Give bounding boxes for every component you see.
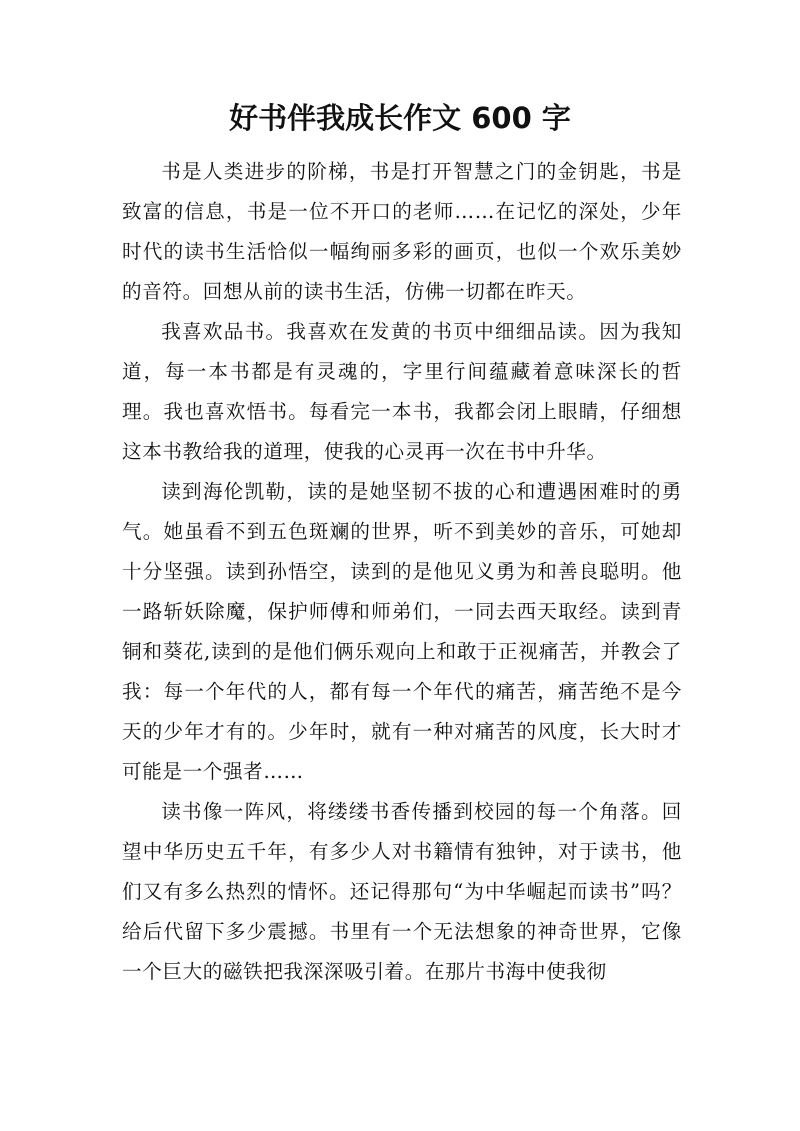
document-body (122, 152, 682, 992)
paragraph-3: 读到海伦凯勒，读的是她坚韧不拔的心和遭遇困难时的勇气。她虽看不到五色斑斓的世界，听不到美妙的音乐，可她却十分坚强。读到孙悟空，读到的是他见义勇为和善良聪明。他一路斩妖除魔，保护师傅和师弟们，一同去西天取经。读到青铜和葵花,读到的是他们俩乐观向上和敢于正视痛苦，并教会了我：每一个年代的人，都有每一个年代的痛苦，痛苦绝不是今天的少年才有的。少年时，就有一种对痛苦的风度，长大时才可能是一个强者…… (122, 480, 682, 783)
document-title: 好书伴我成长作文 600 字 (229, 101, 571, 135)
paragraph-2: 我喜欢品书。我喜欢在发黄的书页中细细品读。因为我知道，每一本书都是有灵魂的，字里行间蕴藏着意味深长的哲理。我也喜欢悟书。每看完一本书，我都会闭上眼睛，仔细想这本书教给我的道理，使我的心灵再一次在书中升华。 (122, 320, 682, 463)
paragraph-1: 书是人类进步的阶梯，书是打开智慧之门的金钥匙，书是致富的信息，书是一位不开口的老师……在记忆的深处，少年时代的读书生活恰似一幅绚丽多彩的画页，也似一个欢乐美妙的音符。回想从前的读书生活，仿佛一切都在昨天。 (122, 160, 682, 303)
paragraph-4: 读书像一阵风，将缕缕书香传播到校园的每一个角落。回望中华历史五千年，有多少人对书籍情有独钟，对于读书，他们又有多么热烈的情怀。还记得那句“为中华崛起而读书”吗？给后代留下多少震撼。书里有一个无法想象的神奇世界，它像一个巨大的磁铁把我深深吸引着。在那片书海中使我彻 (122, 800, 682, 983)
